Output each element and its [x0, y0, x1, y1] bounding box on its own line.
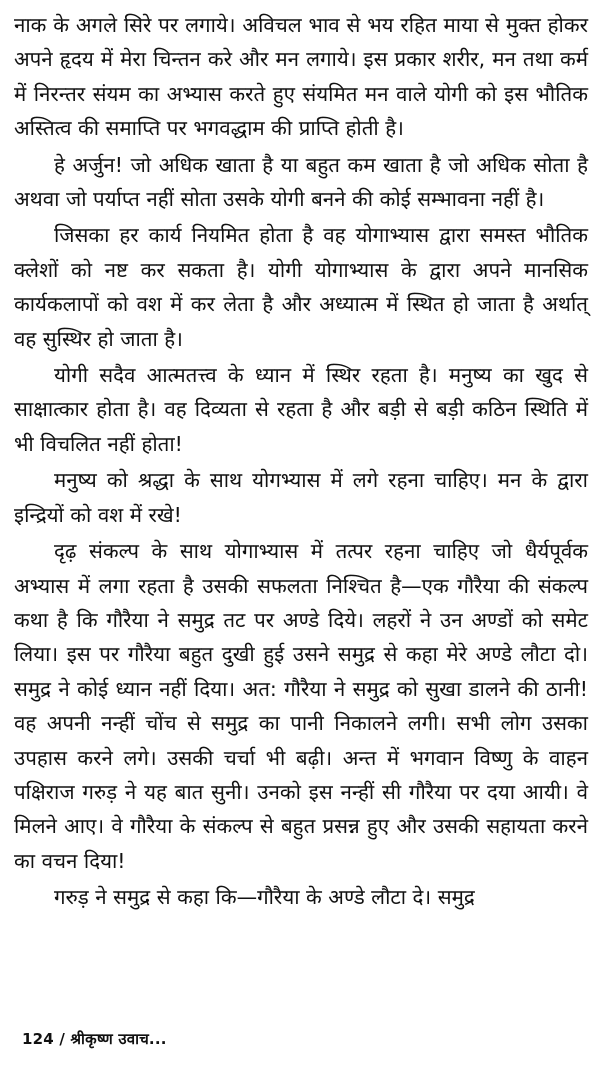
page-body	[14, 8, 588, 915]
page-footer: 124 / श्रीकृष्ण उवाच...	[22, 1030, 167, 1048]
paragraph-yogi-meditation: योगी सदैव आत्मतत्त्व के ध्यान में स्थिर रहता है। मनुष्य का खुद से साक्षात्कार होता है। वह दिव्यता से रहता है और बड़ी से बड़ी कठिन स्थिति में भी विचलित नहीं होता!	[14, 363, 588, 456]
paragraph-regular-work: जिसका हर कार्य नियमित होता है वह योगाभ्यास द्वारा समस्त भौतिक क्लेशों को नष्ट कर सकता है। योगी योगाभ्यास के द्वारा अपने मानसिक कार्यकलापों को वश में कर लेता है और अध्यात्म में स्थित हो जाता है अर्थात् वह सुस्थिर हो जाता है।	[14, 223, 588, 351]
paragraph-garuda: गरुड़ ने समुद्र से कहा कि—गौरैया के अण्डे लौटा दे। समुद्र	[54, 885, 475, 910]
paragraph-sparrow-story: दृढ़ संकल्प के साथ योगाभ्यास में तत्पर रहना चाहिए जो धैर्यपूर्वक अभ्यास में लगा रहता है उसकी सफलता निश्चित है—एक गौरैया की संकल्प कथा है कि गौरैया ने समुद्र तट पर अण्डे दिये। लहरों ने उन अण्डों को समेट लिया। इस पर गौरैया बहुत दुखी हुई उसने समुद्र से कहा मेरे अण्डे लौटा दो। समुद्र ने कोई ध्यान नहीं दिया। अत: गौरैया ने समुद्र को सुखा डालने की ठानी! वह अपनी नन्हीं चोंच से समुद्र का पानी निकालने लगी। सभी लोग उसका उपहास करने लगे। उसकी चर्चा भी बढ़ी। अन्त में भगवान विष्णु के वाहन पक्षिराज गरुड़ ने यह बात सुनी। उनको इस नन्हीं सी गौरैया पर दया आयी। वे मिलने आए। वे गौरैया के संकल्प से बहुत प्रसन्न हुए और उसकी सहायता करने का वचन दिया!	[14, 539, 588, 873]
paragraph-arjun: हे अर्जुन! जो अधिक खाता है या बहुत कम खाता है जो अधिक सोता है अथवा जो पर्याप्त नहीं सोता उसके योगी बनने की कोई सम्भावना नहीं है।	[14, 152, 588, 212]
paragraph-faith: मनुष्य को श्रद्धा के साथ योगभ्यास में लगे रहना चाहिए। मन के द्वारा इन्द्रियों को वश में रखे!	[14, 468, 588, 527]
paragraph-continuation: नाक के अगले सिरे पर लगाये। अविचल भाव से भय रहित माया से मुक्त होकर अपने हृदय में मेरा चिन्तन करे और मन लगाये। इस प्रकार शरीर, मन तथा कर्म में निरन्तर संयम का अभ्यास करते हुए संयमित मन वाले योगी को इस भौतिक अस्तित्व की समाप्ति पर भगवद्धाम की प्राप्ति होती है।	[14, 13, 588, 141]
